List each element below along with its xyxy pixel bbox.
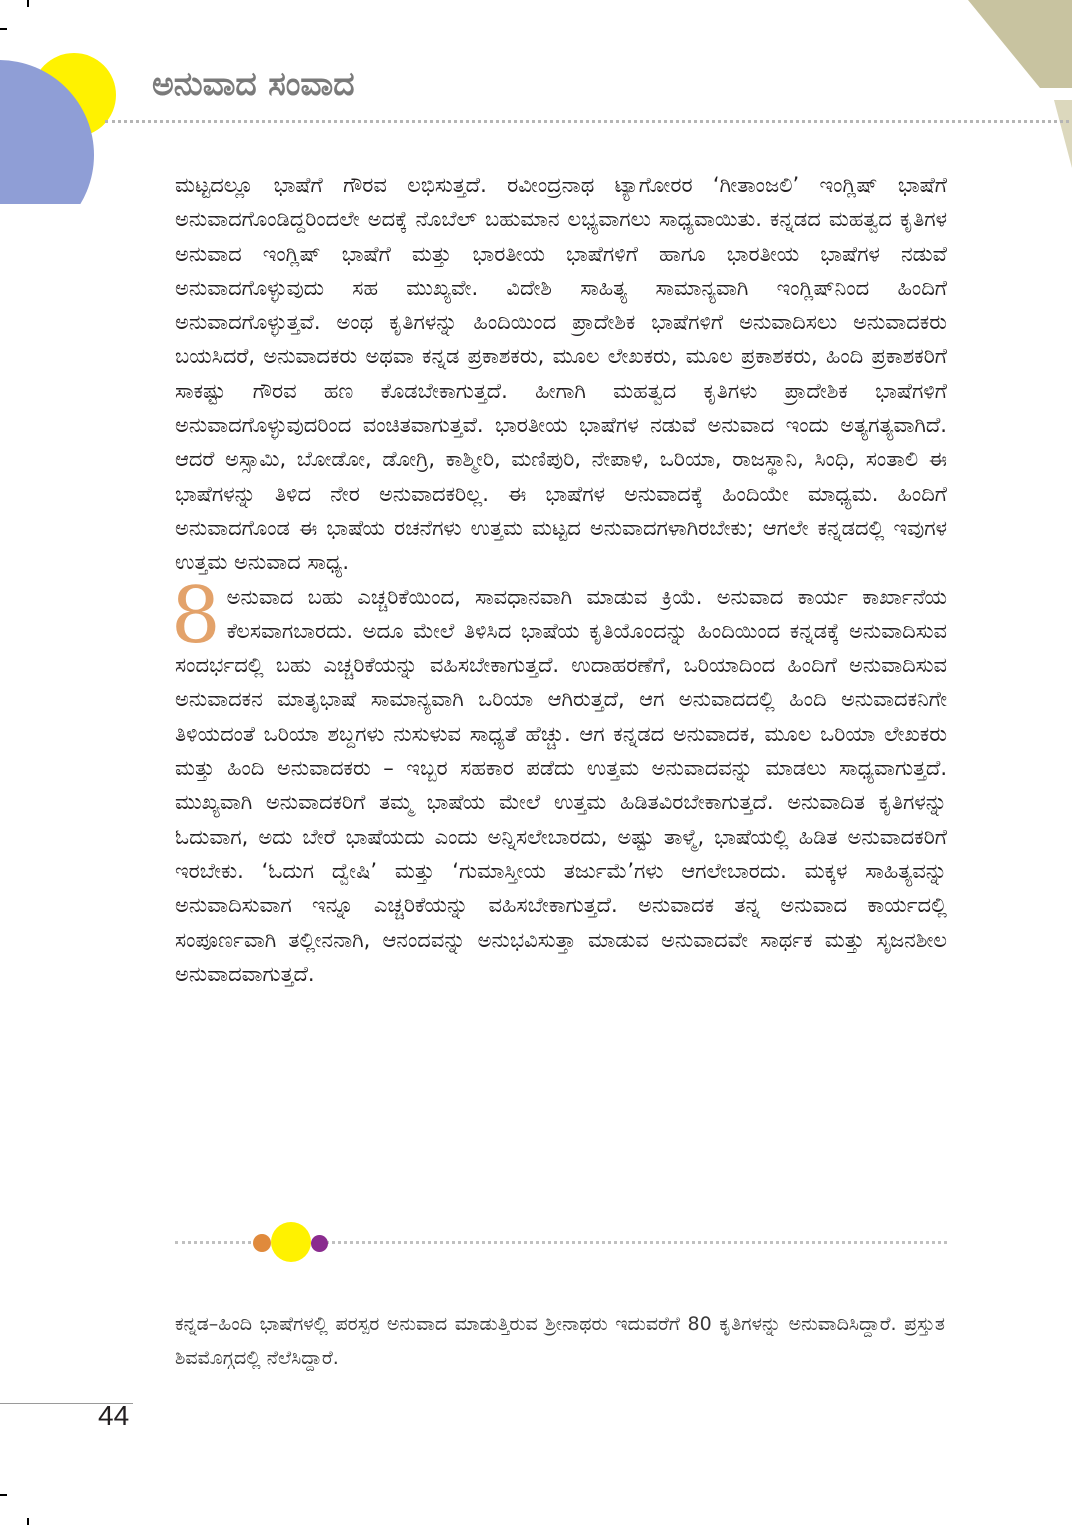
crop-mark bbox=[0, 1494, 7, 1496]
body-paragraph-section bbox=[171, 570, 947, 992]
article-body bbox=[171, 168, 947, 991]
orange-dot-decoration bbox=[253, 1234, 271, 1252]
yellow-dot-decoration bbox=[271, 1222, 311, 1262]
section-number-dropcap: 8 bbox=[171, 570, 221, 661]
page-header-title: ಅನುವಾದ ಸಂವಾದ bbox=[152, 64, 355, 103]
crop-mark bbox=[27, 1518, 29, 1525]
author-note-text: ಕನ್ನಡ–ಹಿಂದಿ ಭಾಷೆಗಳಲ್ಲಿ ಪರಸ್ಪರ ಅನುವಾದ ಮಾಡುತ್ತಿರುವ ಶ್ರೀನಾಥರು ಇದುವರೆಗೆ 80 ಕೃತಿಗಳನ್ನು ಅನುವಾದಿಸಿದ್ದಾರೆ. ಪ್ರಸ್ತುತ ಶಿವಮೊಗ್ಗದಲ್ಲಿ ನೆಲೆಸಿದ್ದಾರೆ. bbox=[175, 1313, 945, 1369]
body-paragraph: ಮಟ್ಟದಲ್ಲೂ ಭಾಷೆಗೆ ಗೌರವ ಲಭಿಸುತ್ತದೆ. ರವೀಂದ್ರನಾಥ ಟ್ಯಾಗೋರರ ‘ಗೀತಾಂಜಲಿ’ ಇಂಗ್ಲಿಷ್ ಭಾಷೆಗೆ ಅನುವಾದಗೊಂಡಿದ್ದರಿಂದಲೇ ಅದಕ್ಕೆ ನೊಬೆಲ್ ಬಹುಮಾನ ಲಭ್ಯವಾಗಲು ಸಾಧ್ಯವಾಯಿತು. ಕನ್ನಡದ ಮಹತ್ವದ ಕೃತಿಗಳ ಅನುವಾದ ಇಂಗ್ಲಿಷ್ ಭಾಷೆಗೆ ಮತ್ತು ಭಾರತೀಯ ಭಾಷೆಗಳಿಗೆ ಹಾಗೂ ಭಾರತೀಯ ಭಾಷೆಗಳ ನಡುವೆ ಅನುವಾದಗೊಳ್ಳುವುದು ಸಹ ಮುಖ್ಯವೇ. ವಿದೇಶಿ ಸಾಹಿತ್ಯ ಸಾಮಾನ್ಯವಾಗಿ ಇಂಗ್ಲಿಷ್‌ನಿಂದ ಹಿಂದಿಗೆ ಅನುವಾದಗೊಳ್ಳುತ್ತವೆ. ಅಂಥ ಕೃತಿಗಳನ್ನು ಹಿಂದಿಯಿಂದ ಪ್ರಾದೇಶಿಕ ಭಾಷೆಗಳಿಗೆ ಅನುವಾದಿಸಲು ಅನುವಾದಕರು ಬಯಸಿದರೆ, ಅನುವಾದಕರು ಅಥವಾ ಕನ್ನಡ ಪ್ರಕಾಶಕರು, ಮೂಲ ಲೇಖಕರು, ಮೂಲ ಪ್ರಕಾಶಕರು, ಹಿಂದಿ ಪ್ರಕಾಶಕರಿಗೆ ಸಾಕಷ್ಟು ಗೌರವ ಹಣ ಕೊಡಬೇಕಾಗುತ್ತದೆ. ಹೀಗಾಗಿ ಮಹತ್ವದ ಕೃತಿಗಳು ಪ್ರಾದೇಶಿಕ ಭಾಷೆಗಳಿಗೆ ಅನುವಾದಗೊಳ್ಳುವುದರಿಂದ ವಂಚಿತವಾಗುತ್ತವೆ. ಭಾರತೀಯ ಭಾಷೆಗಳ ನಡುವೆ ಅನುವಾದ ಇಂದು ಅತ್ಯಗತ್ಯವಾಗಿದೆ. ಆದರೆ ಅಸ್ಸಾಮಿ, ಬೋಡೋ, ಡೋಗ್ರಿ, ಕಾಶ್ಮೀರಿ, ಮಣಿಪುರಿ, ನೇಪಾಳಿ, ಒರಿಯಾ, ರಾಜಸ್ಥಾನಿ, ಸಿಂಧಿ, ಸಂತಾಲಿ ಈ ಭಾಷೆಗಳನ್ನು ತಿಳಿದ ನೇರ ಅನುವಾದಕರಿಲ್ಲ. ಈ ಭಾಷೆಗಳ ಅನುವಾದಕ್ಕೆ ಹಿಂದಿಯೇ ಮಾಧ್ಯಮ. ಹಿಂದಿಗೆ ಅನುವಾದಗೊಂಡ ಈ ಭಾಷೆಯ ರಚನೆಗಳು ಉತ್ತಮ ಮಟ್ಟದ ಅನುವಾದಗಳಾಗಿರಬೇಕು; ಆಗಲೇ ಕನ್ನಡದಲ್ಲಿ ಇವುಗಳ ಉತ್ತಮ ಅನುವಾದ ಸಾಧ್ಯ. bbox=[175, 173, 947, 575]
header-dotted-rule bbox=[105, 120, 1069, 123]
body-paragraph: ಅನುವಾದ ಬಹು ಎಚ್ಚರಿಕೆಯಿಂದ, ಸಾವಧಾನವಾಗಿ ಮಾಡುವ ಕ್ರಿಯೆ. ಅನುವಾದ ಕಾರ್ಯ ಕಾರ್ಖಾನೆಯ ಕೆಲಸವಾಗಬಾರದು. ಅದೂ ಮೇಲೆ ತಿಳಿಸಿದ ಭಾಷೆಯ ಕೃತಿಯೊಂದನ್ನು ಹಿಂದಿಯಿಂದ ಕನ್ನಡಕ್ಕೆ ಅನುವಾದಿಸುವ ಸಂದರ್ಭದಲ್ಲಿ ಬಹು ಎಚ್ಚರಿಕೆಯನ್ನು ವಹಿಸಬೇಕಾಗುತ್ತದೆ. ಉದಾಹರಣೆಗೆ, ಒರಿಯಾದಿಂದ ಹಿಂದಿಗೆ ಅನುವಾದಿಸುವ ಅನುವಾದಕನ ಮಾತೃಭಾಷೆ ಸಾಮಾನ್ಯವಾಗಿ ಒರಿಯಾ ಆಗಿರುತ್ತದೆ, ಆಗ ಅನುವಾದದಲ್ಲಿ ಹಿಂದಿ ಅನುವಾದಕನಿಗೇ ತಿಳಿಯದಂತೆ ಒರಿಯಾ ಶಬ್ದಗಳು ನುಸುಳುವ ಸಾಧ್ಯತೆ ಹೆಚ್ಚು. ಆಗ ಕನ್ನಡದ ಅನುವಾದಕ, ಮೂಲ ಒರಿಯಾ ಲೇಖಕರು ಮತ್ತು ಹಿಂದಿ ಅನುವಾದಕರು – ಇಬ್ಬರ ಸಹಕಾರ ಪಡೆದು ಉತ್ತಮ ಅನುವಾದವನ್ನು ಮಾಡಲು ಸಾಧ್ಯವಾಗುತ್ತದೆ. ಮುಖ್ಯವಾಗಿ ಅನುವಾದಕರಿಗೆ ತಮ್ಮ ಭಾಷೆಯ ಮೇಲೆ ಉತ್ತಮ ಹಿಡಿತವಿರಬೇಕಾಗುತ್ತದೆ. ಅನುವಾದಿತ ಕೃತಿಗಳನ್ನು ಓದುವಾಗ, ಅದು ಬೇರೆ ಭಾಷೆಯದು ಎಂದು ಅನ್ನಿಸಲೇಬಾರದು, ಅಷ್ಟು ತಾಳ್ಮೆ, ಭಾಷೆಯಲ್ಲಿ ಹಿಡಿತ ಅನುವಾದಕರಿಗೆ ಇರಬೇಕು. ‘ಓದುಗ ದ್ವೇಷಿ’ ಮತ್ತು ‘ಗುಮಾಸ್ತೀಯ ತರ್ಜುಮೆ’ಗಳು ಆಗಲೇಬಾರದು. ಮಕ್ಕಳ ಸಾಹಿತ್ಯವನ್ನು ಅನುವಾದಿಸುವಾಗ ಇನ್ನೂ ಎಚ್ಚರಿಕೆಯನ್ನು ವಹಿಸಬೇಕಾಗುತ್ತದೆ. ಅನುವಾದಕ ತನ್ನ ಅನುವಾದ ಕಾರ್ಯದಲ್ಲಿ ಸಂಪೂರ್ಣವಾಗಿ ತಲ್ಲೀನನಾಗಿ, ಆನಂದವನ್ನು ಅನುಭವಿಸುತ್ತಾ ಮಾಡುವ ಅನುವಾದವೇ ಸಾರ್ಥಕ ಮತ್ತು ಸೃಜನಶೀಲ ಅನುವಾದವಾಗುತ್ತದೆ. bbox=[175, 584, 947, 986]
author-note bbox=[175, 1307, 945, 1375]
page-number: 44 bbox=[98, 1400, 130, 1431]
purple-dot-decoration bbox=[311, 1235, 328, 1252]
